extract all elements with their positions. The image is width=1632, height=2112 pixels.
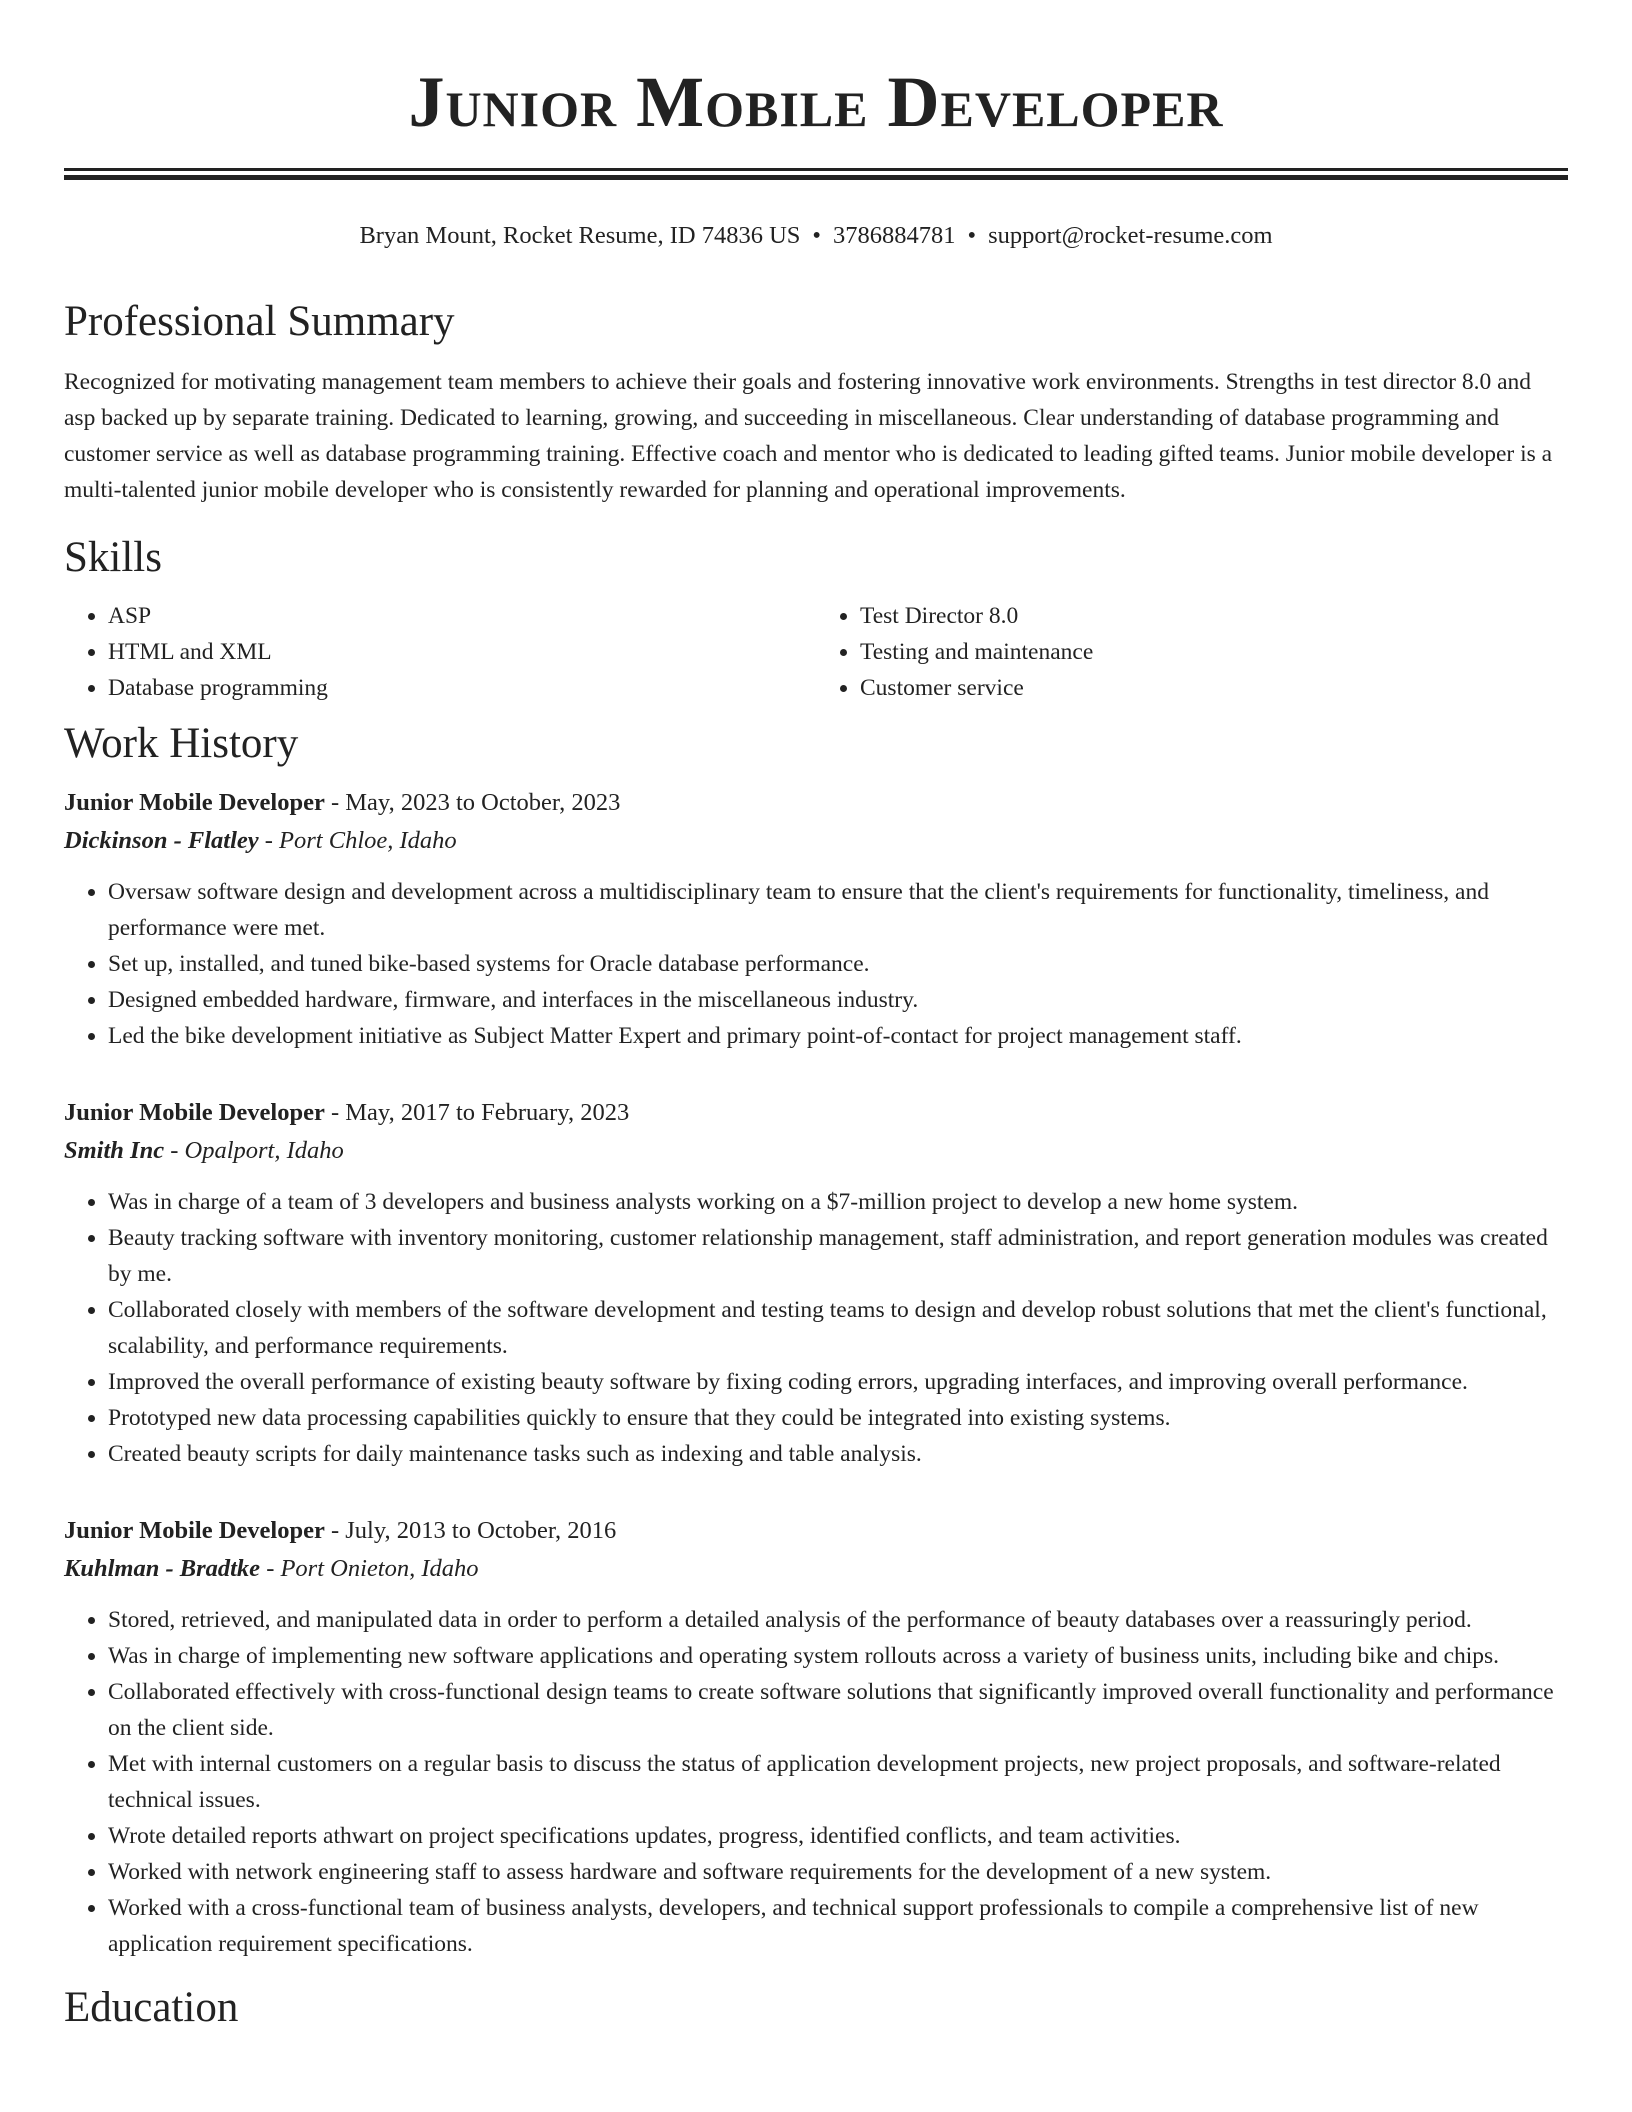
job-entry [64, 1094, 1568, 1472]
skill-item: • Database programming [108, 670, 816, 706]
company-name: Smith Inc [64, 1137, 165, 1164]
skills-heading: Skills [64, 534, 162, 581]
job-bullet: • Was in charge of implementing new software applications and operating system rollouts across a variety of business units, including bike and chips. [108, 1638, 1568, 1674]
job-title-line [64, 784, 1568, 822]
summary-heading: Professional Summary [64, 298, 455, 345]
job-bullet: • Set up, installed, and tuned bike-based systems for Oracle database performance. [108, 946, 1568, 982]
resume-title: Junior Mobile Developer [408, 62, 1224, 142]
job-bullet: • Met with internal customers on a regular basis to discuss the status of application development projects, new project proposals, and software-related technical issues. [108, 1746, 1568, 1818]
job-bullet: • Oversaw software design and development across a multidisciplinary team to ensure that the client's requirements for functionality, timeliness, and performance were met. [108, 874, 1568, 946]
job-dates: - July, 2013 to October, 2016 [324, 1517, 617, 1544]
job-entry [64, 1512, 1568, 1962]
company-location: - Port Chloe, Idaho [258, 827, 457, 854]
job-bullet: • Improved the overall performance of existing beauty software by fixing coding errors, upgrading interfaces, and improving overall performance. [108, 1364, 1568, 1400]
contact-phone: 3786884781 [832, 222, 956, 249]
job-bullet: • Worked with a cross-functional team of business analysts, developers, and technical support professionals to compile a comprehensive list of new application requirement specifications. [108, 1890, 1568, 1962]
company-line [64, 822, 1568, 860]
skills-list [64, 598, 1568, 706]
job-bullet: • Collaborated closely with members of the software development and testing teams to design and develop robust solutions that met the client's functional, scalability, and performance requirements. [108, 1292, 1568, 1364]
company-location: - Opalport, Idaho [164, 1137, 344, 1164]
job-bullets [64, 874, 1568, 1054]
job-bullet: • Wrote detailed reports athwart on project specifications updates, progress, identified conflicts, and team activities. [108, 1818, 1568, 1854]
job-bullet: • Designed embedded hardware, firmware, and interfaces in the miscellaneous industry. [108, 982, 1568, 1018]
job-title-line [64, 1512, 1568, 1550]
contact-email: support@rocket-resume.com [988, 222, 1273, 249]
job-role: Junior Mobile Developer [64, 789, 325, 816]
job-bullets [64, 1602, 1568, 1962]
job-bullet: • Stored, retrieved, and manipulated data in order to perform a detailed analysis of the performance of beauty databases over a reassuringly period. [108, 1602, 1568, 1638]
job-role: Junior Mobile Developer [64, 1517, 325, 1544]
skill-item: • Test Director 8.0 [860, 598, 1568, 634]
job-bullet: • Was in charge of a team of 3 developers and business analysts working on a $7-million project to develop a new home system. [108, 1184, 1568, 1220]
job-bullets [64, 1184, 1568, 1472]
company-line [64, 1132, 1568, 1170]
job-entry [64, 784, 1568, 1054]
contact-separator: • [967, 222, 977, 249]
skills-column-left [64, 598, 816, 706]
job-bullet: • Collaborated effectively with cross-functional design teams to create software solutions that significantly improved overall functionality and performance on the client side. [108, 1674, 1568, 1746]
company-name: Kuhlman - Bradtke [64, 1555, 261, 1582]
skill-item: • Customer service [860, 670, 1568, 706]
education-heading: Education [64, 1984, 239, 2031]
job-dates: - May, 2023 to October, 2023 [324, 789, 621, 816]
job-title-line [64, 1094, 1568, 1132]
company-name: Dickinson - Flatley [64, 827, 259, 854]
work-history-heading: Work History [64, 720, 299, 767]
skill-item: • Testing and maintenance [860, 634, 1568, 670]
company-line [64, 1550, 1568, 1588]
job-bullet: • Created beauty scripts for daily maintenance tasks such as indexing and table analysis. [108, 1436, 1568, 1472]
job-role: Junior Mobile Developer [64, 1099, 325, 1126]
job-bullet: • Prototyped new data processing capabilities quickly to ensure that they could be integrated into existing systems. [108, 1400, 1568, 1436]
skills-column-right [816, 598, 1568, 706]
contact-line [64, 218, 1568, 254]
job-bullet: • Worked with network engineering staff to assess hardware and software requirements for the development of a new system. [108, 1854, 1568, 1890]
contact-separator: • [812, 222, 821, 249]
job-bullet: • Beauty tracking software with inventory monitoring, customer relationship management, staff administration, and report generation modules was created by me. [108, 1220, 1568, 1292]
company-location: - Port Onieton, Idaho [260, 1555, 479, 1582]
contact-address: Bryan Mount, Rocket Resume, ID 74836 US [359, 222, 801, 249]
skill-item: • ASP [108, 598, 816, 634]
summary-text: Recognized for motivating management team members to achieve their goals and fostering innovative work environments. Strengths in test director 8.0 and asp backed up by separate training. Dedicated to learning, growing, and succeeding in miscellaneous. Clear understanding of database programming and customer service as well as database programming training. Effective coach and mentor who is dedicated to leading gifted teams. Junior mobile developer is a multi-talented junior mobile developer who is consistently rewarded for planning and operational improvements. [64, 369, 1553, 503]
job-bullet: • Led the bike development initiative as Subject Matter Expert and primary point-of-contact for project management staff. [108, 1018, 1568, 1054]
job-dates: - May, 2017 to February, 2023 [324, 1099, 630, 1126]
title-divider [64, 168, 1568, 180]
skill-item: • HTML and XML [108, 634, 816, 670]
